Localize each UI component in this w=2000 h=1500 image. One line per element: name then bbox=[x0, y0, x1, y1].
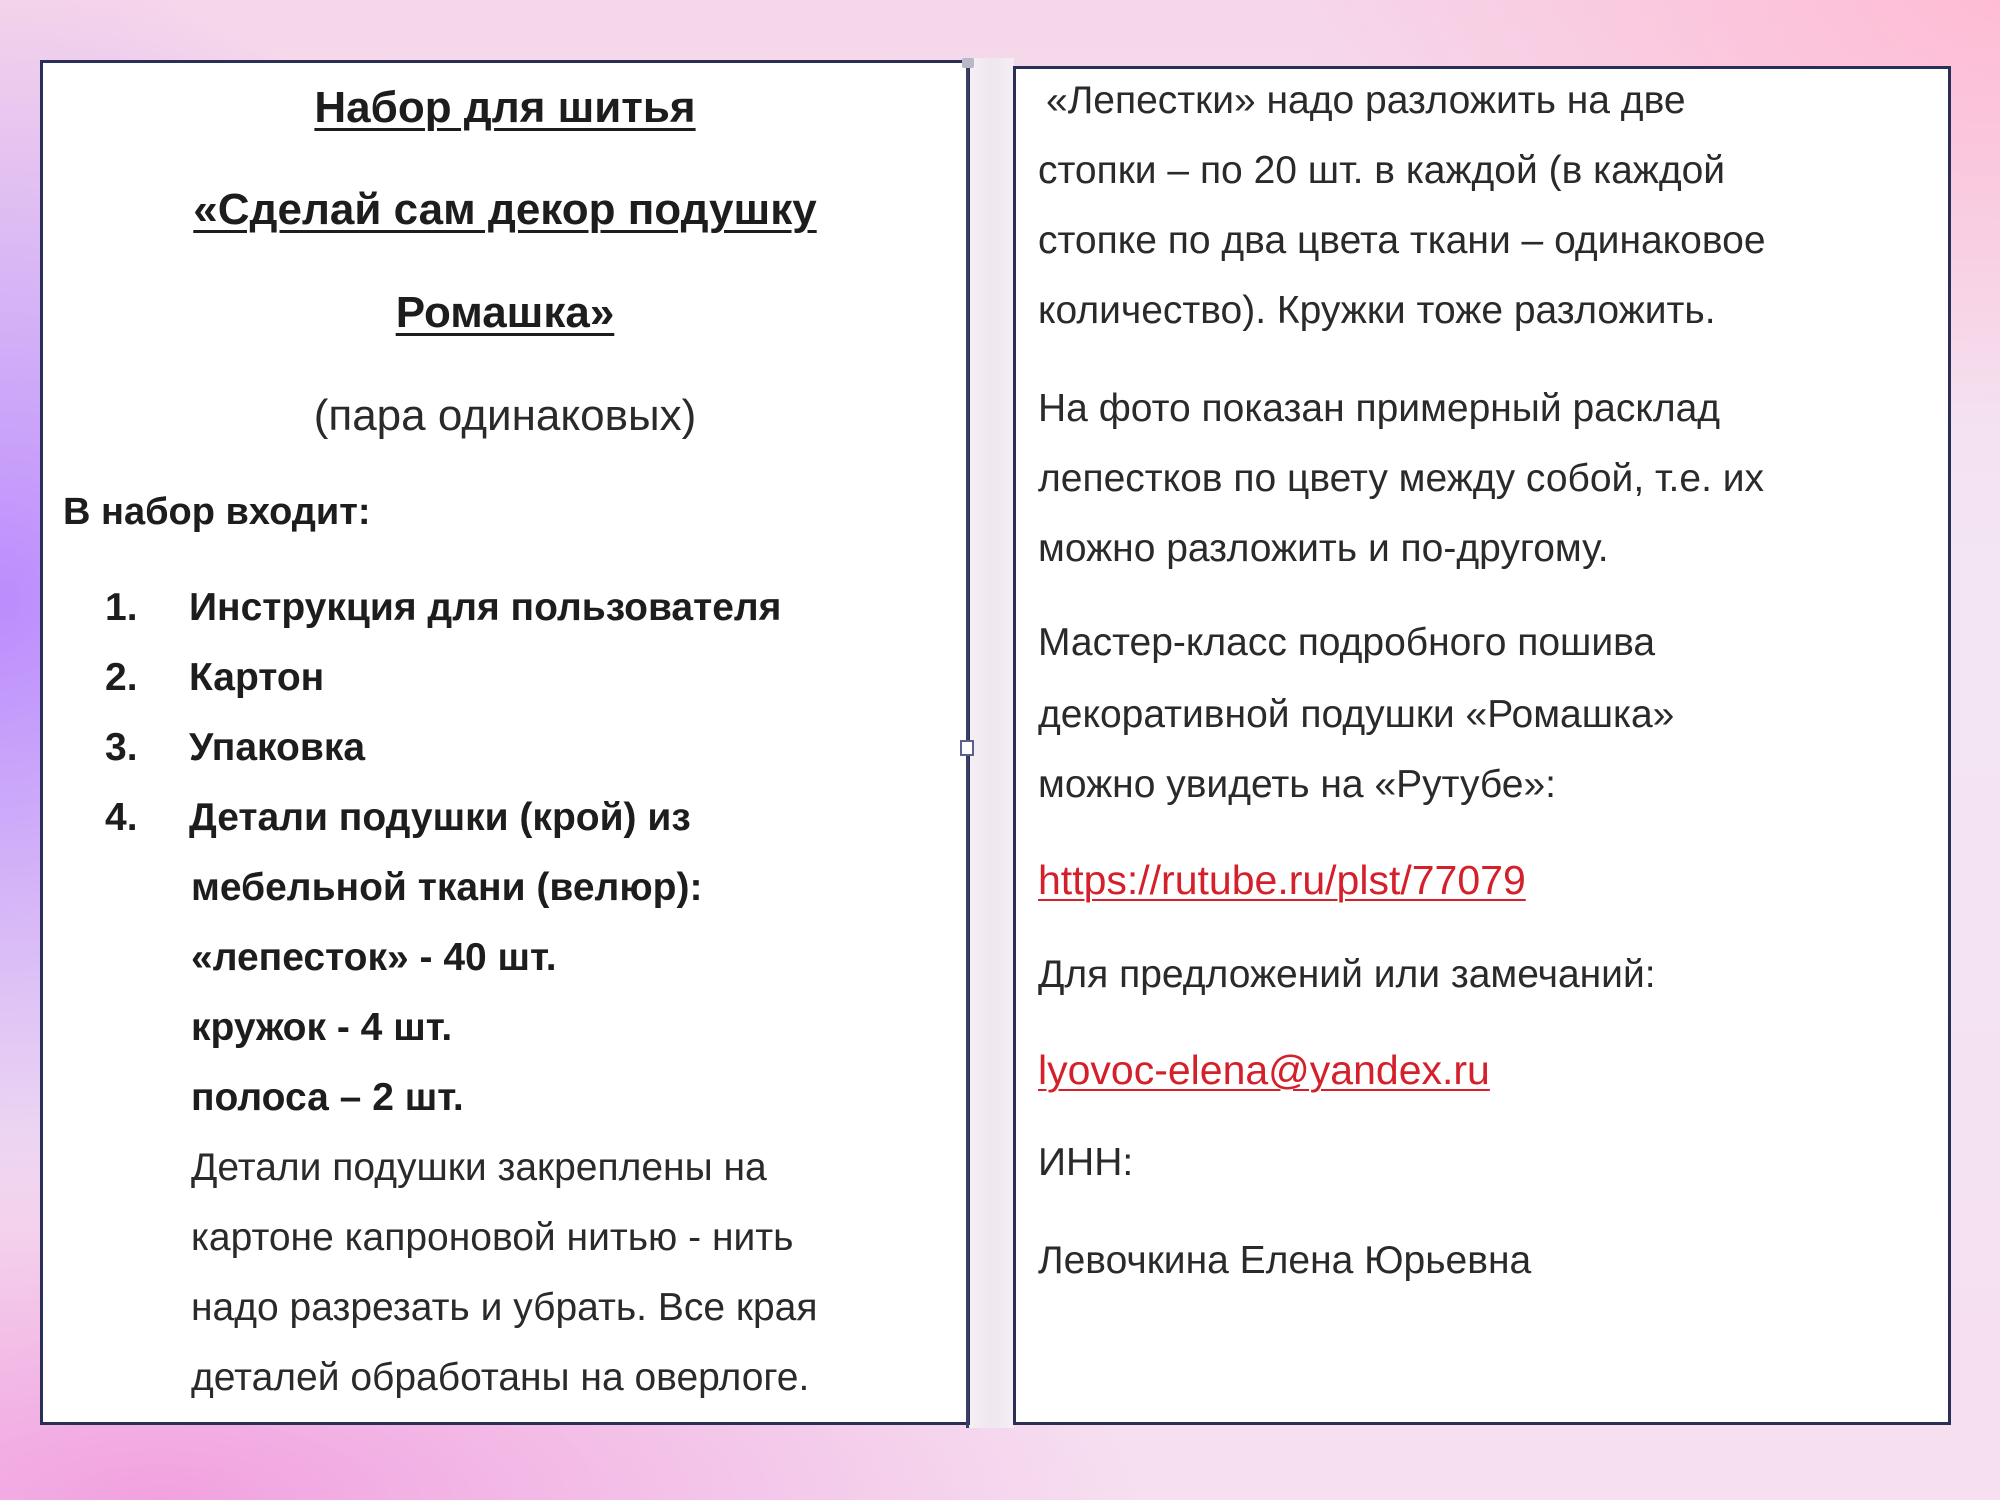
divider-resize-handle[interactable] bbox=[960, 740, 974, 756]
paragraph-1-line: стопке по два цвета ткани – одинаковое bbox=[1038, 219, 1766, 262]
list-item-continuation: мебельной ткани (велюр): bbox=[191, 866, 703, 909]
detail-circle: кружок - 4 шт. bbox=[191, 1006, 453, 1049]
note-line: картоне капроновой нитью - нить bbox=[191, 1216, 794, 1259]
divider-top-handle[interactable] bbox=[962, 58, 974, 68]
list-text: Картон bbox=[189, 656, 325, 699]
email-link[interactable]: lyovoc-elena@yandex.ru bbox=[1038, 1047, 1490, 1093]
title-line-2 bbox=[43, 185, 967, 235]
list-item bbox=[105, 586, 781, 630]
feedback-label: Для предложений или замечаний: bbox=[1038, 953, 1656, 996]
note-line: Детали подушки закреплены на bbox=[191, 1146, 767, 1189]
list-number: 2. bbox=[105, 656, 138, 699]
detail-petal: «лепесток» - 40 шт. bbox=[191, 936, 557, 979]
title-text-1: Набор для шитья bbox=[314, 83, 696, 132]
title-text-3: Ромашка» bbox=[395, 288, 615, 337]
list-text: Детали подушки (крой) из bbox=[189, 796, 691, 839]
paragraph-3-line: Мастер-класс подробного пошива bbox=[1038, 621, 1656, 664]
author-name: Левочкина Елена Юрьевна bbox=[1038, 1239, 1532, 1282]
paragraph-3-line: декоративной подушки «Ромашка» bbox=[1038, 693, 1675, 736]
right-page bbox=[1013, 66, 1951, 1425]
list-item bbox=[105, 656, 324, 700]
paragraph-1-line: стопки – по 20 шт. в каждой (в каждой bbox=[1038, 149, 1726, 192]
list-number: 3. bbox=[105, 726, 138, 769]
note-line: надо разрезать и убрать. Все края bbox=[191, 1286, 818, 1329]
title-line-1 bbox=[43, 83, 967, 133]
list-text: Инструкция для пользователя bbox=[189, 586, 782, 629]
detail-strip: полоса – 2 шт. bbox=[191, 1076, 464, 1119]
paragraph-3-line: можно увидеть на «Рутубе»: bbox=[1038, 763, 1557, 806]
paragraph-2-line: лепестков по цвету между собой, т.е. их bbox=[1038, 457, 1765, 500]
title-text-2: «Сделай сам декор подушку bbox=[193, 185, 817, 234]
list-number: 1. bbox=[105, 586, 138, 629]
left-page bbox=[40, 60, 970, 1425]
paragraph-2-line: На фото показан примерный расклад bbox=[1038, 387, 1721, 430]
list-item bbox=[105, 726, 365, 770]
paragraph-1-line: количество). Кружки тоже разложить. bbox=[1038, 289, 1716, 332]
list-item bbox=[105, 796, 691, 840]
subtitle: (пара одинаковых) bbox=[313, 391, 697, 440]
list-text: Упаковка bbox=[189, 726, 366, 769]
kit-heading: В набор входит: bbox=[63, 491, 371, 533]
paragraph-2-line: можно разложить и по-другому. bbox=[1038, 527, 1609, 570]
note-line: деталей обработаны на оверлоге. bbox=[191, 1356, 810, 1399]
paragraph-1-line: «Лепестки» надо разложить на две bbox=[1046, 79, 1686, 122]
rutube-link[interactable]: https://rutube.ru/plst/77079 bbox=[1038, 857, 1526, 903]
title-line-3 bbox=[43, 288, 967, 338]
inn-label: ИНН: bbox=[1038, 1141, 1134, 1184]
list-number: 4. bbox=[105, 796, 138, 839]
